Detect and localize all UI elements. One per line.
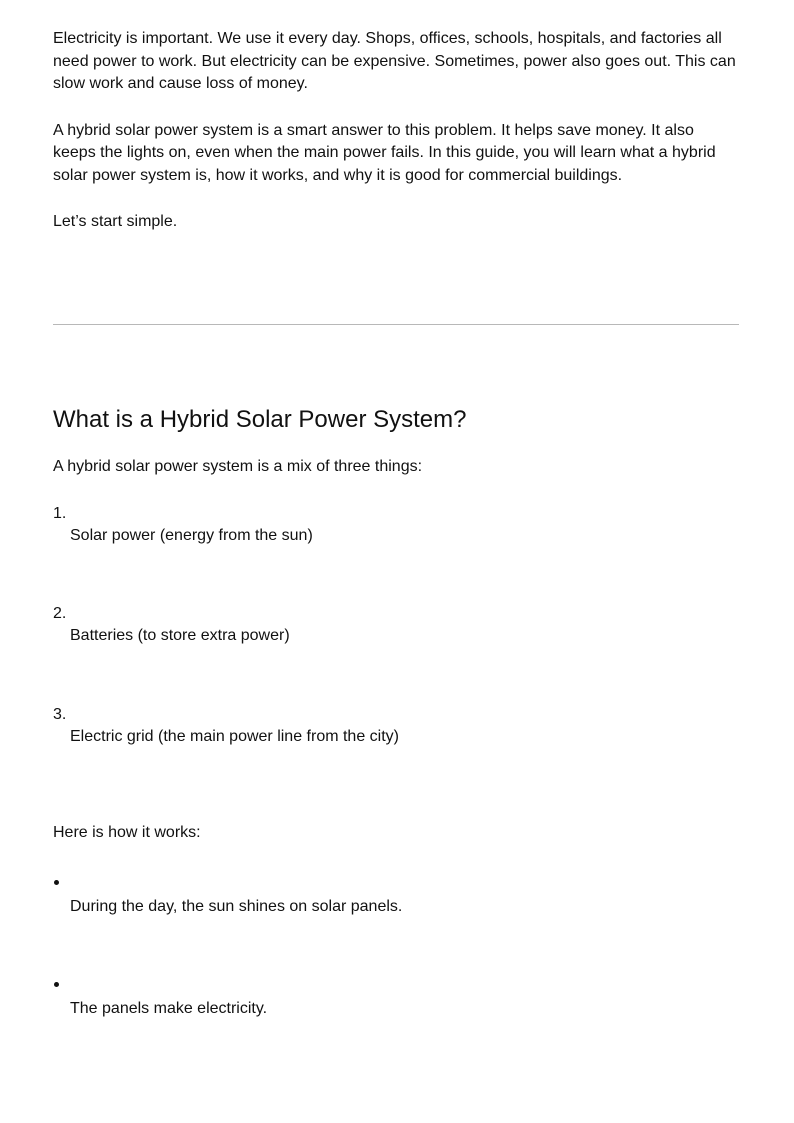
list-number: 3. [53,706,67,723]
list-item [53,503,739,547]
bullet-list [53,880,739,1020]
list-item-text: Batteries (to store extra power) [70,627,290,644]
list-item [53,603,739,647]
section-heading: What is a Hybrid Solar Power System? [53,405,467,433]
list-item [53,982,739,1020]
intro-paragraph: A hybrid solar power system is a smart answer to this problem. It helps save money. It also keeps the lights on, even when the main power fails. In this guide, you will learn what a hybrid solar power system is, how it works, and why it is good for commercial buildings. [53,121,716,184]
list-item-text: Solar power (energy from the sun) [70,527,313,544]
article [53,28,739,1020]
ordered-list [53,503,739,748]
list-number: 1. [53,505,67,522]
bullet-icon [54,880,59,885]
section-divider [53,324,739,325]
how-it-works-lead: Here is how it works: [53,824,201,841]
list-item [53,704,739,748]
bullet-icon [54,982,59,987]
list-item-text: Electric grid (the main power line from the city) [70,728,399,745]
list-item [53,880,739,918]
list-item-text: During the day, the sun shines on solar panels. [70,897,403,915]
intro-paragraph: Let’s start simple. [53,213,178,230]
section-divider-wrap [53,234,739,332]
list-number: 2. [53,605,67,622]
list-item-text: The panels make electricity. [70,999,268,1017]
intro-paragraph: Electricity is important. We use it every day. Shops, offices, schools, hospitals, and factories all need power to work. But electricity can be expensive. Sometimes, power also goes out. This can slow work and cause loss of money. [53,30,736,92]
section-lead: A hybrid solar power system is a mix of three things: [53,457,423,475]
